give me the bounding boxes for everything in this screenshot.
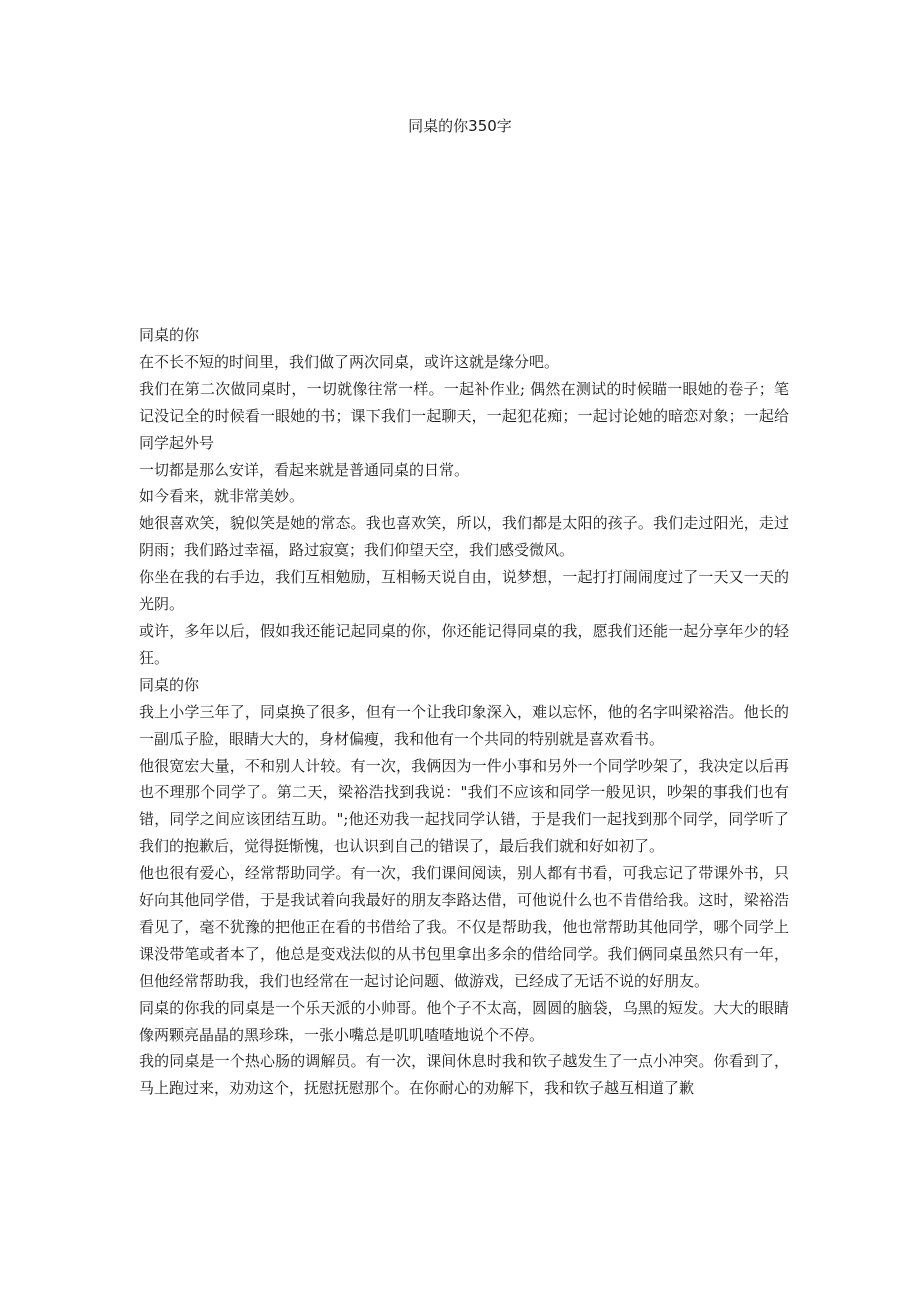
paragraph: 同桌的你我的同桌是一个乐天派的小帅哥。他个子不太高，圆圆的脑袋，乌黑的短发。大大的眼睛像两颗亮晶晶的黑珍珠，一张小嘴总是叽叽喳喳地说个不停。 [139,998,789,1044]
paragraph: 我的同桌是一个热心肠的调解员。有一次，课间休息时我和钦子越发生了一点小冲突。你看到了，马上跑过来，劝劝这个，抚慰抚慰那个。在你耐心的劝解下，我和钦子越互相道了歉 [139,1052,789,1098]
document-title: 同桌的你350字 [408,117,512,135]
paragraph: 一切都是那么安详，看起来就是普通同桌的日常。 [139,460,470,479]
paragraph: 在不长不短的时间里，我们做了两次同桌，或许这就是缘分吧。 [139,352,560,371]
paragraph: 他很宽宏大量，不和别人计较。有一次，我俩因为一件小事和另外一个同学吵架了，我决定以后再也不理那个同学了。第二天，梁裕浩找到我说："我们不应该和同学一般见识，吵架的事我们也有错，同学之间应该团结互助。";他还劝我一起找同学认错，于是我们一起找到那个同学，同学听了我们的抱歉后，觉得挺惭愧，也认识到自己的错误了，最后我们就和好如初了。 [139,756,789,856]
paragraph-subheading: 同桌的你 [139,326,200,344]
paragraph: 我们在第二次做同桌时，一切就像往常一样。一起补作业; 偶然在测试的时候瞄一眼她的卷子；笔记没记全的时候看一眼她的书；课下我们一起聊天，一起犯花痴；一起讨论她的暗恋对象；一起给同学起外号 [139,379,789,452]
paragraph: 或许，多年以后，假如我还能记起同桌的你，你还能记得同桌的我，愿我们还能一起分享年少的轻狂。 [139,621,789,667]
paragraph: 他也很有爱心，经常帮助同学。有一次，我们课间阅读，别人都有书看，可我忘记了带课外书，只好向其他同学借，于是我试着向我最好的朋友李路达借，可他说什么也不肯借给我。这时，梁裕浩看见了，毫不犹豫的把他正在看的书借给了我。不仅是帮助我，他也常帮助其他同学，哪个同学上课没带笔或者本了，他总是变戏法似的从书包里拿出多余的借给同学。我们俩同桌虽然只有一年，但他经常帮助我，我们也经常在一起讨论问题、做游戏，已经成了无话不说的好朋友。 [139,864,789,990]
paragraph: 她很喜欢笑，貌似笑是她的常态。我也喜欢笑，所以，我们都是太阳的孩子。我们走过阳光，走过阴雨；我们路过幸福，路过寂寞；我们仰望天空，我们感受微风。 [139,514,789,560]
paragraph: 我上小学三年了，同桌换了很多，但有一个让我印象深入，难以忘怀，他的名字叫梁裕浩。他长的一副瓜子脸，眼睛大大的，身材偏瘦，我和他有一个共同的特别就是喜欢看书。 [139,702,789,748]
paragraph: 你坐在我的右手边，我们互相勉励，互相畅天说自由，说梦想，一起打打闹闹度过了一天又一天的光阴。 [139,568,789,614]
paragraph: 如今看来，就非常美妙。 [139,487,305,506]
paragraph-subheading: 同桌的你 [139,675,200,694]
document-body [139,322,789,1102]
